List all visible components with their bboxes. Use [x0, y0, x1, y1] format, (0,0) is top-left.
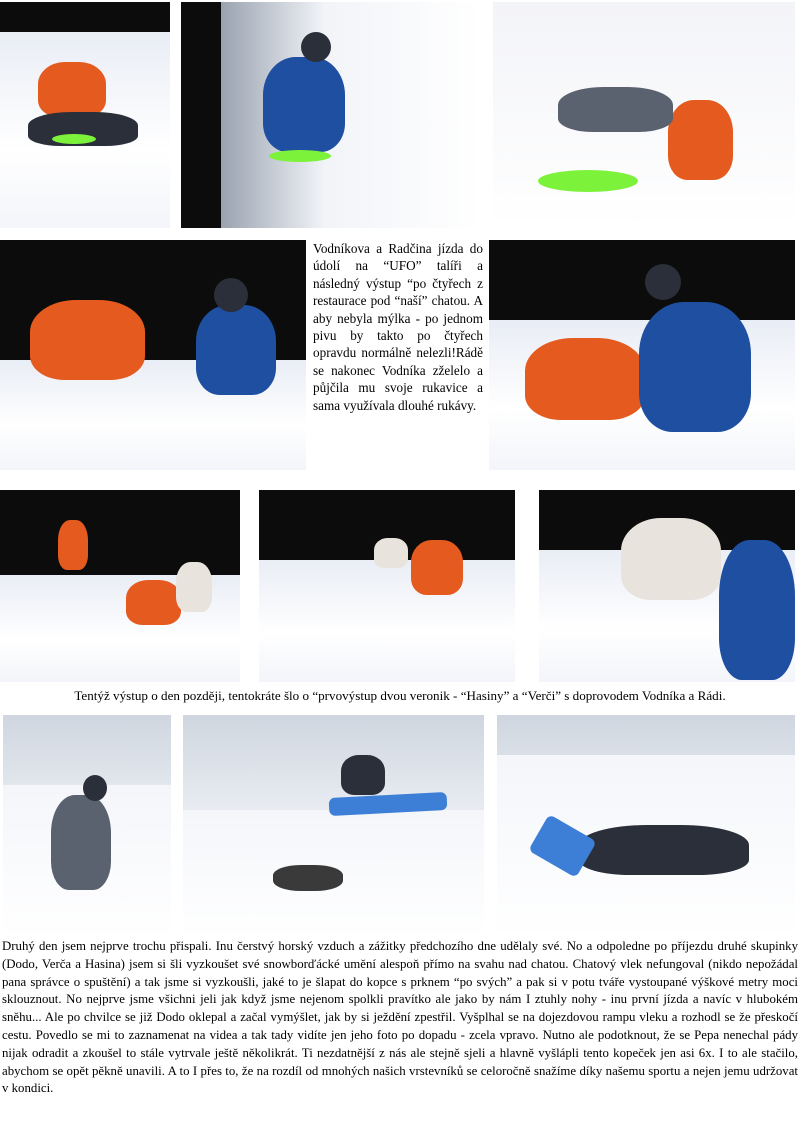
article-text: Druhý den jsem nejprve trochu přispali. Inu čerstvý horský vzduch a zážitky předchozího dne udělaly své. No a odpoledne po příjezdu druhé skupinky (Dodo, Verča a Hasina) jsem si šli vyzkoušet své snowborďácké umění alespoň přímo na svahu nad chatou. Chatový vlek nefungoval (nikdo nepožádal pana správce o spuštění) a tak jsme si vyzkoušli, jaké to je šlapat do kopce s prknem “po svých” a pak si v potu tváře vystoupané výškové metry moci sklouznout. No nejprve jsme všichni jeli jak když jsme nejenom spolkli pravítko ale jako by nám I ztuhly nohy - inu první jízda a navíc v hlubokém sněhu... Ale po chvilce se již Dodo oklepal a začal vymýšlet, jak by si ježdění zpestřil. Vyšplhal se na dojezdovou rampu vleku a rozhodl se že přeskočí cestu. Povedlo se mi to zaznamenat na videa a tak tady vidíte jen jeho foto po dopadu - zcela vpravo. Nutno ale podotknout, že se Pepa nenechal pády nijak odradit a zkoušel to stále vytrvale ještě několikrát. Ti nezdatnější z nás ale stejně sjeli a hlavně vyšlápli tento kopeček jen asi 6x. I to ale stačilo, abychom se opět pěkně unavili. A to I přes to, že na rozdíl od mnohých našich vrstevníků se celoročně snažíme díky našemu sportu a nejen jemu udržovat v kondici.	[2, 939, 798, 1096]
caption-top: Vodníkova a Radčina jízda do údolí na “UFO” talíři a následný výstup “po čtyřech z restaurace pod “naší” chatou. A aby nebyla mýlka - po jednom pivu by takto po čtyřech opravdu normálně nelezli!Rádě se nakonec Vodníka zželelo a půjčila mu svoje rukavice a sama využívala dlouhé rukávy.	[313, 241, 483, 413]
photo-night-climb-group	[0, 490, 240, 682]
photo-crawling-pair-right	[489, 240, 795, 470]
photo-sledding-blue-jacket	[181, 2, 481, 228]
photo-night-climb-closeup	[539, 490, 795, 682]
photo-sledding-orange-jacket	[0, 2, 170, 228]
caption-middle: Tentýž výstup o den později, tentokráte šlo o “prvovýstup dvou veronik - “Hasiny” a “Verči” s doprovodem Vodníka a Rádi.	[74, 688, 726, 703]
photo-snowboard-hiking	[3, 715, 171, 939]
photo-crawling-pair-left	[0, 240, 306, 470]
photo-night-climb-pair	[259, 490, 515, 682]
photo-snowboard-jump-ramp	[183, 715, 484, 939]
photo-sledding-fall	[493, 2, 795, 228]
photo-snowboard-landing	[497, 715, 795, 939]
